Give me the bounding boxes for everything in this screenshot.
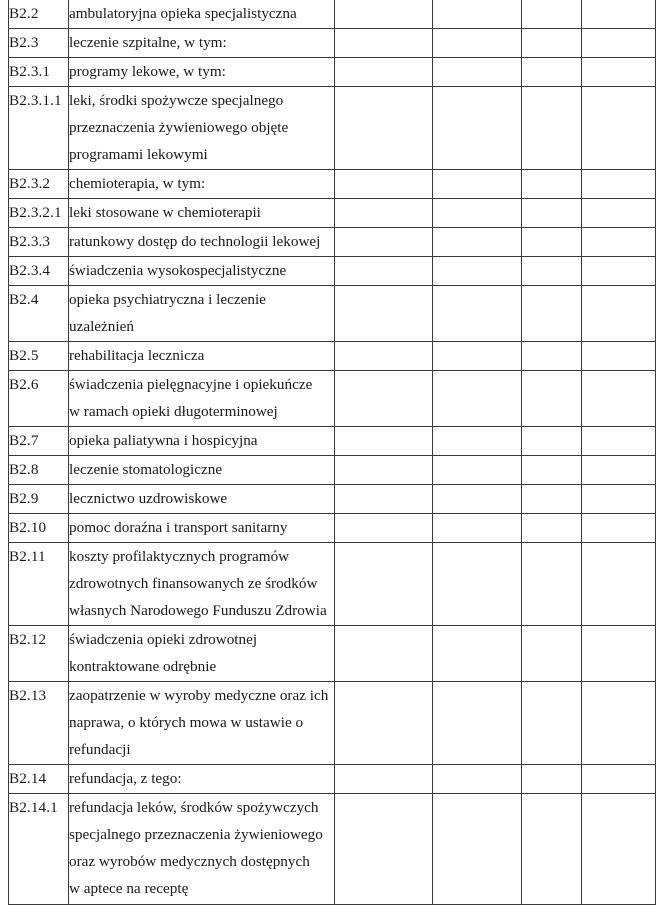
row-code-cell <box>9 543 69 626</box>
row-description-cell <box>69 794 335 905</box>
row-description-line: refundacja leków, środków spożywczych <box>69 799 319 816</box>
row-value-cell-2[interactable] <box>433 29 522 58</box>
row-code-text: B2.3.1.1 <box>9 92 62 109</box>
row-code-text: B2.3.1 <box>9 63 51 80</box>
row-description-line: leczenie stomatologiczne <box>69 461 223 478</box>
row-value-cell-3[interactable] <box>522 682 582 765</box>
row-value-cell-2[interactable] <box>433 87 522 170</box>
row-value-cell-2[interactable] <box>433 794 522 905</box>
row-value-cell-4[interactable] <box>582 29 656 58</box>
row-description-cell <box>69 257 335 286</box>
row-value-text-1 <box>335 485 432 512</box>
row-description-cell <box>69 58 335 87</box>
row-description-cell <box>69 0 335 29</box>
row-description-line: chemioterapia, w tym: <box>69 175 206 192</box>
row-value-cell-4[interactable] <box>582 626 656 682</box>
row-value-cell-1[interactable] <box>335 87 433 170</box>
row-value-text-4 <box>582 29 655 56</box>
row-value-cell-4[interactable] <box>582 342 656 371</box>
row-description-line: naprawa, o których mowa w ustawie o <box>69 714 304 731</box>
row-code-cell <box>9 682 69 765</box>
row-value-cell-2[interactable] <box>433 543 522 626</box>
row-code-cell <box>9 29 69 58</box>
table-row <box>9 228 656 257</box>
row-value-text-1 <box>335 58 432 85</box>
row-value-cell-1[interactable] <box>335 765 433 794</box>
row-code-text: B2.12 <box>9 631 47 648</box>
row-value-cell-4[interactable] <box>582 485 656 514</box>
row-code-cell <box>9 170 69 199</box>
row-value-cell-3[interactable] <box>522 58 582 87</box>
table-row <box>9 257 656 286</box>
row-value-cell-1[interactable] <box>335 342 433 371</box>
row-value-text-4 <box>582 199 655 226</box>
row-value-cell-1[interactable] <box>335 371 433 427</box>
row-value-cell-3[interactable] <box>522 765 582 794</box>
row-code-cell <box>9 485 69 514</box>
row-value-text-3 <box>522 170 581 197</box>
row-description-line: oraz wyrobów medycznych dostępnych <box>69 853 310 870</box>
table-row <box>9 58 656 87</box>
row-value-cell-4[interactable] <box>582 427 656 456</box>
table-row <box>9 626 656 682</box>
row-description-line: leki, środki spożywcze specjalnego <box>69 92 284 109</box>
row-value-text-1 <box>335 371 432 398</box>
row-description-cell <box>69 199 335 228</box>
row-value-text-3 <box>522 29 581 56</box>
row-description-cell <box>69 682 335 765</box>
row-value-text-4 <box>582 170 655 197</box>
row-value-cell-3[interactable] <box>522 87 582 170</box>
row-value-cell-4[interactable] <box>582 765 656 794</box>
row-code-text: B2.7 <box>9 432 39 449</box>
row-code-text: B2.11 <box>9 548 46 565</box>
table-row <box>9 87 656 170</box>
row-description-line: opieka psychiatryczna i leczenie <box>69 291 266 308</box>
row-value-text-4 <box>582 427 655 454</box>
row-value-text-3 <box>522 257 581 284</box>
row-value-cell-2[interactable] <box>433 170 522 199</box>
row-code-cell <box>9 199 69 228</box>
row-description-cell <box>69 514 335 543</box>
row-value-cell-2[interactable] <box>433 0 522 29</box>
row-value-cell-1[interactable] <box>335 456 433 485</box>
row-description-cell <box>69 456 335 485</box>
row-value-text-4 <box>582 514 655 541</box>
row-value-cell-3[interactable] <box>522 794 582 905</box>
row-value-text-2 <box>433 682 521 709</box>
row-description-line: własnych Narodowego Funduszu Zdrowia <box>69 602 327 619</box>
table-body <box>9 0 656 905</box>
row-description-line: ratunkowy dostęp do technologii lekowej <box>69 233 321 250</box>
row-value-text-1 <box>335 682 432 709</box>
row-value-text-2 <box>433 199 521 226</box>
row-value-text-2 <box>433 29 521 56</box>
table-row <box>9 485 656 514</box>
row-value-cell-3[interactable] <box>522 0 582 29</box>
table-row <box>9 0 656 29</box>
table-row <box>9 342 656 371</box>
row-value-cell-1[interactable] <box>335 257 433 286</box>
row-value-cell-1[interactable] <box>335 170 433 199</box>
row-value-text-1 <box>335 199 432 226</box>
row-value-text-3 <box>522 427 581 454</box>
row-value-text-2 <box>433 257 521 284</box>
row-value-cell-4[interactable] <box>582 371 656 427</box>
row-value-text-3 <box>522 682 581 709</box>
row-code-text: B2.6 <box>9 376 39 393</box>
table-row <box>9 170 656 199</box>
row-value-cell-3[interactable] <box>522 371 582 427</box>
row-value-cell-2[interactable] <box>433 199 522 228</box>
row-value-text-1 <box>335 765 432 792</box>
row-description-cell <box>69 342 335 371</box>
row-description-line: refundacja, z tego: <box>69 770 182 787</box>
row-description-line: rehabilitacja lecznicza <box>69 347 205 364</box>
row-value-cell-4[interactable] <box>582 794 656 905</box>
row-code-text: B2.9 <box>9 490 39 507</box>
row-value-cell-3[interactable] <box>522 257 582 286</box>
row-value-text-1 <box>335 0 432 27</box>
row-value-text-4 <box>582 794 655 821</box>
row-code-text: B2.3 <box>9 34 39 51</box>
row-code-cell <box>9 0 69 29</box>
row-code-text: B2.8 <box>9 461 39 478</box>
row-value-cell-2[interactable] <box>433 342 522 371</box>
table-row <box>9 682 656 765</box>
row-code-cell <box>9 58 69 87</box>
row-value-text-1 <box>335 514 432 541</box>
row-code-text: B2.13 <box>9 687 47 704</box>
row-value-cell-4[interactable] <box>582 228 656 257</box>
row-description-cell <box>69 228 335 257</box>
row-value-text-4 <box>582 228 655 255</box>
row-value-text-1 <box>335 543 432 570</box>
table-row <box>9 427 656 456</box>
row-value-text-3 <box>522 794 581 821</box>
row-description-line: refundacji <box>69 741 131 758</box>
row-value-text-3 <box>522 342 581 369</box>
row-value-cell-4[interactable] <box>582 58 656 87</box>
row-value-text-1 <box>335 29 432 56</box>
row-value-text-4 <box>582 485 655 512</box>
row-value-text-4 <box>582 342 655 369</box>
row-code-text: B2.3.2 <box>9 175 51 192</box>
row-value-cell-2[interactable] <box>433 626 522 682</box>
row-value-text-2 <box>433 87 521 114</box>
row-description-cell <box>69 286 335 342</box>
row-value-text-3 <box>522 0 581 27</box>
row-description-line: w ramach opieki długoterminowej <box>69 403 278 420</box>
row-value-text-2 <box>433 626 521 653</box>
budget-breakdown-table <box>8 0 656 905</box>
row-value-text-2 <box>433 543 521 570</box>
row-description-line: świadczenia pielęgnacyjne i opiekuńcze <box>69 376 313 393</box>
row-value-cell-2[interactable] <box>433 257 522 286</box>
row-value-text-3 <box>522 485 581 512</box>
row-value-cell-1[interactable] <box>335 514 433 543</box>
row-description-line: uzależnień <box>69 318 134 335</box>
row-code-cell <box>9 427 69 456</box>
row-value-text-3 <box>522 765 581 792</box>
row-description-line: świadczenia opieki zdrowotnej <box>69 631 258 648</box>
row-description-line: leczenie szpitalne, w tym: <box>69 34 227 51</box>
row-value-cell-3[interactable] <box>522 342 582 371</box>
row-description-line: świadczenia wysokospecjalistyczne <box>69 262 287 279</box>
row-description-line: pomoc doraźna i transport sanitarny <box>69 519 288 536</box>
row-value-cell-1[interactable] <box>335 682 433 765</box>
row-value-cell-3[interactable] <box>522 485 582 514</box>
row-code-cell <box>9 286 69 342</box>
row-value-text-4 <box>582 682 655 709</box>
row-value-text-4 <box>582 456 655 483</box>
row-value-cell-4[interactable] <box>582 87 656 170</box>
table-row <box>9 794 656 905</box>
row-description-line: opieka paliatywna i hospicyjna <box>69 432 258 449</box>
row-value-cell-4[interactable] <box>582 199 656 228</box>
row-value-cell-1[interactable] <box>335 794 433 905</box>
row-value-text-4 <box>582 257 655 284</box>
row-code-cell <box>9 87 69 170</box>
row-value-text-3 <box>522 371 581 398</box>
row-code-cell <box>9 456 69 485</box>
row-value-text-3 <box>522 87 581 114</box>
row-value-text-2 <box>433 228 521 255</box>
row-description-line: kontraktowane odrębnie <box>69 658 217 675</box>
row-value-cell-1[interactable] <box>335 427 433 456</box>
row-value-text-1 <box>335 257 432 284</box>
row-code-cell <box>9 765 69 794</box>
row-description-line: programami lekowymi <box>69 146 208 163</box>
row-value-cell-2[interactable] <box>433 456 522 485</box>
row-value-text-4 <box>582 58 655 85</box>
row-value-cell-3[interactable] <box>522 170 582 199</box>
row-value-cell-2[interactable] <box>433 286 522 342</box>
row-value-cell-4[interactable] <box>582 286 656 342</box>
row-value-cell-1[interactable] <box>335 626 433 682</box>
row-value-cell-2[interactable] <box>433 514 522 543</box>
table-row <box>9 371 656 427</box>
row-code-cell <box>9 228 69 257</box>
row-value-text-2 <box>433 456 521 483</box>
row-code-cell <box>9 371 69 427</box>
row-value-text-2 <box>433 371 521 398</box>
row-value-text-1 <box>335 228 432 255</box>
row-description-line: lecznictwo uzdrowiskowe <box>69 490 228 507</box>
row-value-text-2 <box>433 170 521 197</box>
row-value-text-1 <box>335 170 432 197</box>
row-description-line: zaopatrzenie w wyroby medyczne oraz ich <box>69 687 329 704</box>
row-value-cell-3[interactable] <box>522 29 582 58</box>
row-value-text-3 <box>522 514 581 541</box>
row-value-text-1 <box>335 342 432 369</box>
row-code-text: B2.14.1 <box>9 799 58 816</box>
row-value-cell-3[interactable] <box>522 199 582 228</box>
row-value-text-1 <box>335 286 432 313</box>
row-value-cell-3[interactable] <box>522 427 582 456</box>
row-description-line: leki stosowane w chemioterapii <box>69 204 261 221</box>
row-description-line: programy lekowe, w tym: <box>69 63 226 80</box>
row-value-cell-2[interactable] <box>433 228 522 257</box>
row-code-cell <box>9 794 69 905</box>
row-value-text-4 <box>582 626 655 653</box>
row-code-text: B2.5 <box>9 347 39 364</box>
row-value-text-2 <box>433 286 521 313</box>
row-value-cell-2[interactable] <box>433 427 522 456</box>
row-value-text-2 <box>433 58 521 85</box>
table-row <box>9 456 656 485</box>
row-value-text-4 <box>582 371 655 398</box>
row-description-cell <box>69 87 335 170</box>
row-value-cell-3[interactable] <box>522 626 582 682</box>
row-value-cell-1[interactable] <box>335 0 433 29</box>
row-value-cell-4[interactable] <box>582 257 656 286</box>
row-value-text-2 <box>433 485 521 512</box>
row-description-cell <box>69 485 335 514</box>
row-value-text-4 <box>582 0 655 27</box>
row-value-cell-4[interactable] <box>582 170 656 199</box>
row-description-line: specjalnego przeznaczenia żywieniowego <box>69 826 323 843</box>
row-value-text-3 <box>522 456 581 483</box>
row-value-text-1 <box>335 427 432 454</box>
row-code-text: B2.10 <box>9 519 47 536</box>
row-value-text-2 <box>433 427 521 454</box>
row-description-cell <box>69 543 335 626</box>
table-row <box>9 543 656 626</box>
row-value-cell-2[interactable] <box>433 485 522 514</box>
row-description-cell <box>69 170 335 199</box>
row-code-text: B2.3.4 <box>9 262 51 279</box>
row-code-cell <box>9 626 69 682</box>
row-value-text-4 <box>582 87 655 114</box>
row-value-cell-3[interactable] <box>522 543 582 626</box>
row-value-text-4 <box>582 765 655 792</box>
row-code-text: B2.14 <box>9 770 47 787</box>
row-value-cell-1[interactable] <box>335 29 433 58</box>
row-value-text-2 <box>433 0 521 27</box>
row-value-cell-3[interactable] <box>522 286 582 342</box>
row-value-text-2 <box>433 765 521 792</box>
row-value-text-3 <box>522 286 581 313</box>
row-value-text-3 <box>522 543 581 570</box>
row-description-line: przeznaczenia żywieniowego objęte <box>69 119 289 136</box>
row-value-text-3 <box>522 626 581 653</box>
row-value-cell-2[interactable] <box>433 371 522 427</box>
row-value-cell-4[interactable] <box>582 456 656 485</box>
row-value-text-2 <box>433 514 521 541</box>
row-value-cell-3[interactable] <box>522 228 582 257</box>
row-value-cell-4[interactable] <box>582 682 656 765</box>
row-value-text-1 <box>335 626 432 653</box>
row-description-line: w aptece na receptę <box>69 880 189 897</box>
row-value-cell-2[interactable] <box>433 682 522 765</box>
row-value-cell-2[interactable] <box>433 765 522 794</box>
row-description-cell <box>69 427 335 456</box>
row-value-cell-1[interactable] <box>335 543 433 626</box>
row-value-text-2 <box>433 342 521 369</box>
row-code-text: B2.4 <box>9 291 39 308</box>
row-value-cell-4[interactable] <box>582 0 656 29</box>
row-description-cell <box>69 29 335 58</box>
row-value-cell-3[interactable] <box>522 514 582 543</box>
row-value-cell-1[interactable] <box>335 286 433 342</box>
row-value-cell-1[interactable] <box>335 485 433 514</box>
row-value-text-4 <box>582 543 655 570</box>
row-value-text-3 <box>522 228 581 255</box>
row-code-text: B2.3.2.1 <box>9 204 62 221</box>
row-code-cell <box>9 342 69 371</box>
row-value-text-3 <box>522 199 581 226</box>
row-code-cell <box>9 257 69 286</box>
row-code-text: B2.2 <box>9 5 39 22</box>
table-row <box>9 286 656 342</box>
row-description-cell <box>69 371 335 427</box>
row-value-text-3 <box>522 58 581 85</box>
row-description-line: ambulatoryjna opieka specjalistyczna <box>69 5 297 22</box>
row-value-cell-4[interactable] <box>582 543 656 626</box>
table-row <box>9 514 656 543</box>
row-description-cell <box>69 765 335 794</box>
row-value-cell-4[interactable] <box>582 514 656 543</box>
table-row <box>9 199 656 228</box>
row-value-text-1 <box>335 456 432 483</box>
row-code-text: B2.3.3 <box>9 233 51 250</box>
table-row <box>9 765 656 794</box>
row-description-cell <box>69 626 335 682</box>
row-description-line: zdrowotnych finansowanych ze środków <box>69 575 318 592</box>
row-value-cell-3[interactable] <box>522 456 582 485</box>
table-row <box>9 29 656 58</box>
row-value-text-4 <box>582 286 655 313</box>
row-value-text-2 <box>433 794 521 821</box>
row-code-cell <box>9 514 69 543</box>
row-value-cell-1[interactable] <box>335 228 433 257</box>
row-value-cell-1[interactable] <box>335 58 433 87</box>
row-value-text-1 <box>335 87 432 114</box>
row-value-cell-1[interactable] <box>335 199 433 228</box>
row-description-line: koszty profilaktycznych programów <box>69 548 290 565</box>
row-value-cell-2[interactable] <box>433 58 522 87</box>
row-value-text-1 <box>335 794 432 821</box>
